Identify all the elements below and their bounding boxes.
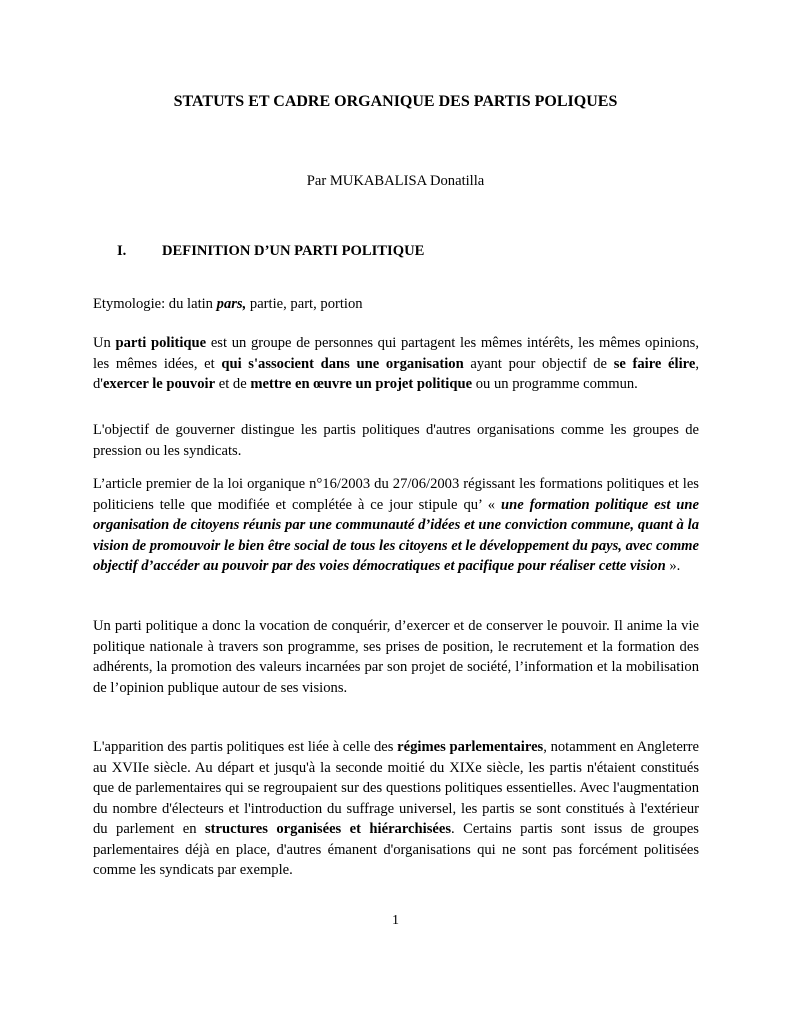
text-run: , d' bbox=[93, 355, 699, 392]
section-number: I. bbox=[117, 243, 127, 259]
law-article-paragraph bbox=[93, 474, 699, 577]
section-heading bbox=[117, 243, 424, 260]
text-run: ou un programme commun. bbox=[472, 376, 638, 392]
text-run: Un bbox=[93, 335, 116, 351]
etymology-text: Etymologie: du latin bbox=[93, 296, 217, 312]
vocation-paragraph bbox=[93, 616, 699, 698]
emphasis: qui s'associent dans une organisation bbox=[221, 355, 464, 372]
etymology-term: pars, bbox=[216, 296, 247, 312]
emphasis: exercer le pouvoir bbox=[102, 376, 216, 392]
text-run: ayant pour objectif de bbox=[463, 355, 614, 372]
emphasis: mettre en œuvre un projet politique bbox=[250, 376, 473, 392]
author-line: Par MUKABALISA Donatilla bbox=[306, 173, 485, 189]
etymology-meaning: partie, part, portion bbox=[246, 296, 363, 312]
history-paragraph bbox=[93, 737, 699, 881]
text-run: . Certains partis sont issus de groupes parlementaires déjà en place, d'autres émanent d'organisations qui ne sont pas forcément politisées comme les syndicats par exemple. bbox=[93, 821, 699, 878]
emphasis: régimes parlementaires bbox=[397, 739, 544, 755]
text-run: L'apparition des partis politiques est liée à celle des bbox=[93, 739, 398, 755]
emphasis: se faire élire bbox=[613, 355, 696, 372]
document-title: STATUTS ET CADRE ORGANIQUE DES PARTIS POLIQUES bbox=[173, 93, 618, 110]
emphasis: structures organisées et hiérarchisées bbox=[205, 821, 452, 837]
text-run: et de bbox=[215, 376, 251, 392]
text-run: L’article premier de la loi organique n°16/2003 du 27/06/2003 régissant les formations politiques et les politiciens telle que modifiée et complétée à ce jour stipule qu’ « bbox=[93, 476, 699, 513]
text-run: , notamment en Angleterre au XVIIe siècle. Au départ et jusqu'à la seconde moitié du XIXe siècle, les partis n'étaient constitués que de parlementaires qui se regroupaient sur des questions politiques essentielles. Avec l'augmentation du nombre d'électeurs et l'introduction du suffrage universel, les partis se sont constitués à l'extérieur du parlement en bbox=[93, 739, 699, 837]
paragraph-text: L'objectif de gouverner distingue les partis politiques d'autres organisations comme les groupes de pression ou les syndicats. bbox=[93, 422, 699, 459]
law-quote: une formation politique est une organisation de citoyens réunis par une communauté d’idées et une conviction commune, quant à la vision de promouvoir le bien être social de tous les citoyens et le développement du pays, avec comme objectif d’accéder au pouvoir par des voies démocratiques et pacifique pour réaliser cette vision bbox=[93, 496, 700, 574]
definition-paragraph bbox=[93, 333, 699, 395]
objective-paragraph bbox=[93, 420, 699, 461]
emphasis: parti politique bbox=[115, 335, 207, 351]
section-title: DEFINITION D’UN PARTI POLITIQUE bbox=[162, 243, 425, 259]
page-number: 1 bbox=[392, 913, 399, 928]
etymology-paragraph bbox=[93, 294, 699, 315]
paragraph-text: Un parti politique a donc la vocation de conquérir, d’exercer et de conserver le pouvoir. Il anime la vie politique nationale à travers son programme, ses prises de position, le recrutement et la formation des adhérents, la promotion des valeurs incarnées par son projet de société, l’information et la mobilisation de l’opinion publique autour de ses visions. bbox=[93, 618, 699, 696]
text-run: ». bbox=[665, 558, 681, 574]
text-run: est un groupe de personnes qui partagent les mêmes intérêts, les mêmes opinions, les mêmes idées, et bbox=[93, 335, 699, 372]
